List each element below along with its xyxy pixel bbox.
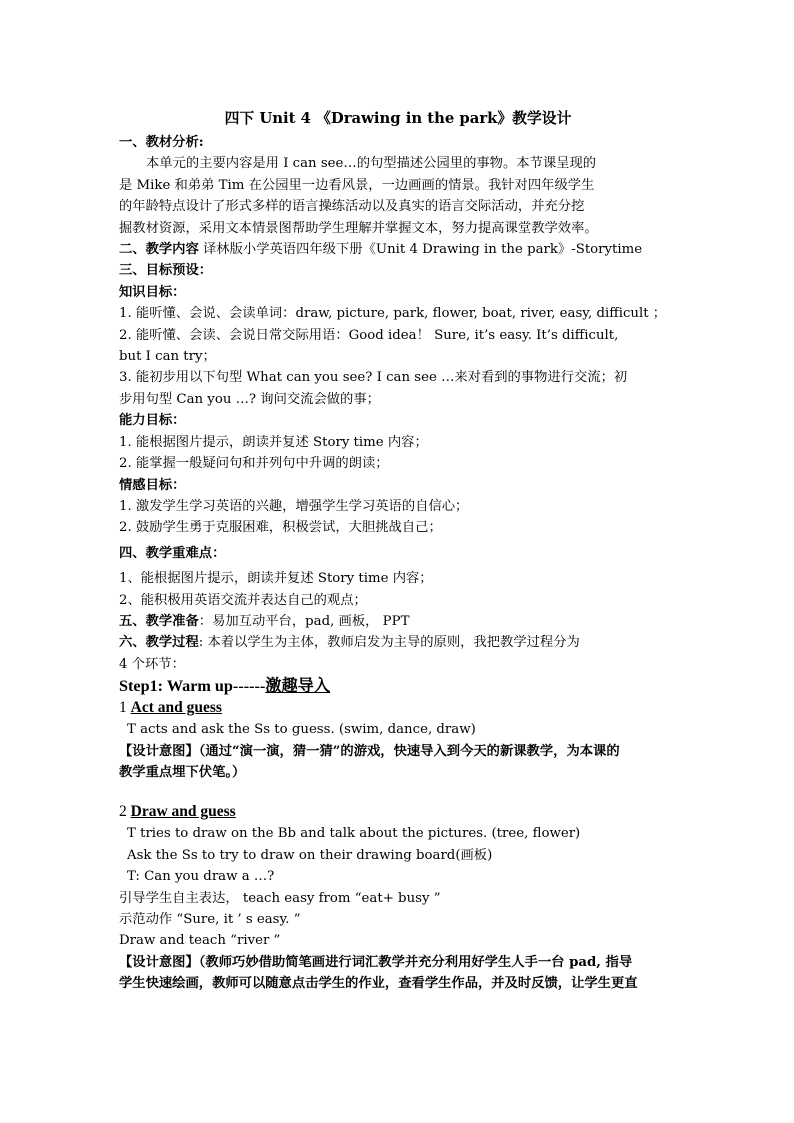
activity-line: T tries to draw on the Bb and talk about the pictures. (tree, flower) xyxy=(127,826,581,842)
section-heading-content: 二、教学内容 xyxy=(119,242,199,258)
step1-label: Step1: Warm up------ xyxy=(119,677,266,696)
goal-line: 2. 鼓励学生勇于克服困难，积极尝试，大胆挑战自己； xyxy=(119,520,442,536)
goal-line: 2. 能听懂、会读、会说日常交际用语：Good idea！ Sure, it’s easy. It’s difficult, xyxy=(119,327,619,343)
subheading-knowledge-goals: 知识目标： xyxy=(119,284,186,300)
section-teaching-content xyxy=(119,239,677,260)
key-point-line: 1、能根据图片提示，朗读并复述 Story time 内容； xyxy=(119,571,433,587)
goal-line: 1. 能听懂、会说、会读单词：draw, picture, park, flower, boat, river, easy, difficult ； xyxy=(119,306,667,322)
paragraph-line: 是 Mike 和弟弟 Tim 在公园里一边看风景，一边画画的情景。我针对四年级学生 xyxy=(119,177,595,193)
design-intent-line: 学生快速绘画，教师可以随意点击学生的作业，查看学生作品，并及时反馈，让学生更直 xyxy=(119,976,638,992)
section-heading-process: 六、教学过程 xyxy=(119,635,199,651)
section-heading-key-points: 四、教学重难点： xyxy=(119,545,226,561)
document-body xyxy=(119,108,677,995)
process-text: : 本着以学生为主体，教师启发为主导的原则，我把教学过程分为 xyxy=(198,635,580,651)
activity-draw-and-guess xyxy=(119,801,677,823)
section-process xyxy=(119,632,677,653)
activity-line: Ask the Ss to try to draw on their drawing board(画板) xyxy=(127,847,493,863)
subheading-ability-goals: 能力目标： xyxy=(119,413,186,429)
paragraph-line: 本单元的主要内容是用 I can see…的句型描述公园里的事物。本节课呈现的 xyxy=(146,156,597,172)
step1-heading xyxy=(119,675,677,697)
goal-line: but I can try； xyxy=(119,349,216,365)
key-point-line: 2、能积极用英语交流并表达自己的观点； xyxy=(119,592,367,608)
document-title: 四下 Unit 4 《Drawing in the park》教学设计 xyxy=(224,110,572,127)
paragraph-line: 掘教材资源，采用文本情景图帮助学生理解并掌握文本，努力提高课堂教学效率。 xyxy=(119,220,598,236)
activity-title: Draw and guess xyxy=(130,803,236,821)
design-intent-label: 【设计意图】 xyxy=(119,743,199,759)
design-intent-2 xyxy=(119,952,677,973)
section-preparation xyxy=(119,611,677,632)
activity-line: 示范动作 “Sure, it ’ s easy. ” xyxy=(119,912,301,927)
design-intent-text: （教师巧妙借助简笔画进行词汇教学并充分利用好学生人手一台 pad, 指导 xyxy=(198,954,633,970)
section-heading-goals: 三、目标预设： xyxy=(119,263,213,279)
activity-line: Draw and teach “river ” xyxy=(119,933,281,949)
section-heading-preparation: 五、教学准备 xyxy=(119,613,199,629)
process-text-line2: 4 个环节： xyxy=(119,656,185,672)
preparation-text: ：易加互动平台，pad, 画板， PPT xyxy=(198,613,410,629)
subheading-emotion-goals: 情感目标： xyxy=(119,477,186,493)
activity-line: T: Can you draw a …? xyxy=(127,869,275,885)
activity-number: 2 xyxy=(119,803,127,821)
activity-line: 引导学生自主表达， teach easy from “eat+ busy ” xyxy=(119,890,441,906)
design-intent-line: 教学重点埋下伏笔。） xyxy=(119,764,246,780)
design-intent-label: 【设计意图】 xyxy=(119,954,199,970)
activity-title: Act and guess xyxy=(130,699,222,717)
paragraph-line: 的年龄特点设计了形式多样的语言操练活动以及真实的语言交际活动，并充分挖 xyxy=(119,199,585,215)
activity-act-and-guess xyxy=(119,697,677,719)
content-text: 译林版小学英语四年级下册《Unit 4 Drawing in the park》-Storytime xyxy=(203,242,643,258)
activity-number: 1 xyxy=(119,699,127,717)
step1-label-cn: 激趣导入 xyxy=(265,677,331,696)
goal-line: 3. 能初步用以下句型 What can you see? I can see …来对看到的事物进行交流；初 xyxy=(119,370,628,386)
goal-line: 2. 能掌握一般疑问句和并列句中升调的朗读； xyxy=(119,456,389,472)
activity-line: T acts and ask the Ss to guess. (swim, dance, draw) xyxy=(127,722,476,738)
design-intent-text: （通过“演一演，猜一猜”的游戏，快速导入到今天的新课教学，为本课的 xyxy=(198,743,620,759)
section-heading-materials: 一、教材分析: xyxy=(119,135,204,150)
goal-line: 1. 能根据图片提示，朗读并复述 Story time 内容； xyxy=(119,434,428,450)
goal-line: 步用句型 Can you …? 询问交流会做的事； xyxy=(119,391,380,407)
goal-line: 1. 激发学生学习英语的兴趣，增强学生学习英语的自信心； xyxy=(119,498,469,514)
design-intent-1 xyxy=(119,741,677,762)
